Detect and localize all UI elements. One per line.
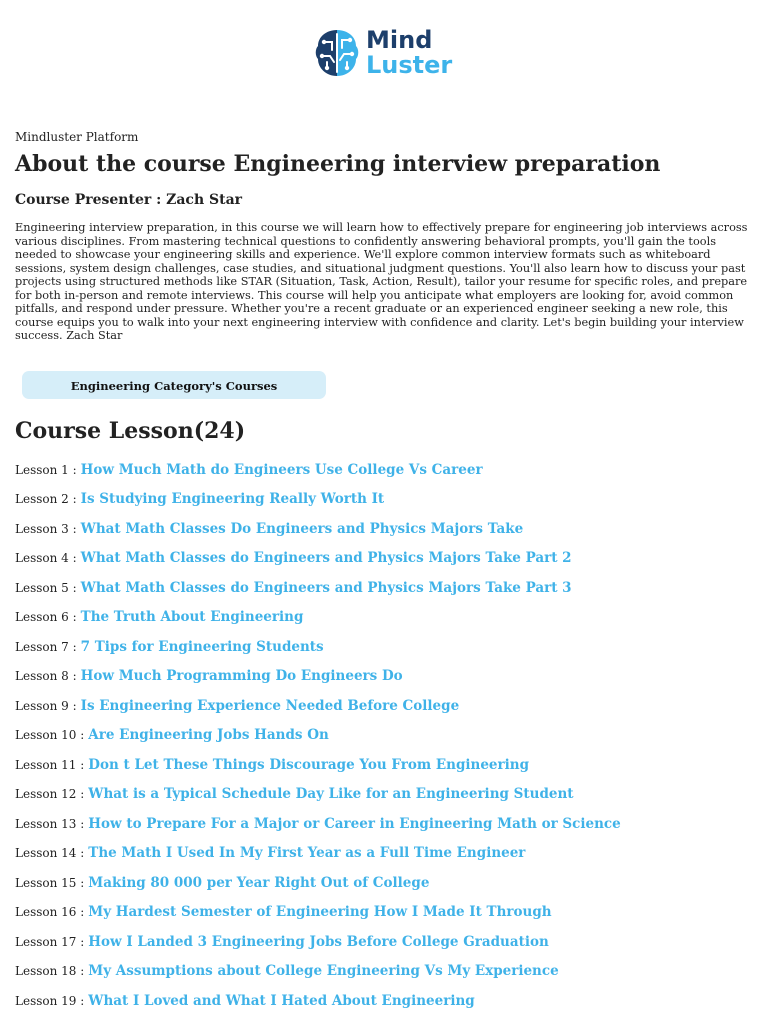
lesson-link[interactable]: 7 Tips for Engineering Students [80,638,324,655]
course-title: About the course Engineering interview preparation [15,151,661,177]
lesson-link[interactable]: What Math Classes do Engineers and Physics Majors Take Part 2 [80,550,572,567]
lesson-link[interactable]: The Math I Used In My First Year as a Full Time Engineer [88,845,526,862]
lesson-item [15,986,621,1016]
lesson-item [15,750,621,780]
lesson-number: Lesson 4 : [15,551,77,566]
lesson-item [15,573,621,603]
lesson-item [15,809,621,839]
lesson-number: Lesson 17 : [15,934,85,949]
lessons-heading: Course Lesson(24) [15,418,246,444]
lesson-link[interactable]: My Hardest Semester of Engineering How I Made It Through [88,904,552,921]
lesson-link[interactable]: What I Loved and What I Hated About Engineering [88,992,475,1009]
lesson-link[interactable]: Are Engineering Jobs Hands On [88,727,329,744]
lesson-link[interactable]: How I Landed 3 Engineering Jobs Before College Graduation [88,933,549,950]
lesson-link[interactable]: How Much Math do Engineers Use College Vs Career [80,461,483,478]
lesson-number: Lesson 8 : [15,669,77,684]
lesson-item [15,485,621,515]
lesson-link[interactable]: What is a Typical Schedule Day Like for an Engineering Student [88,786,574,803]
lesson-item [15,957,621,987]
lesson-link[interactable]: Is Studying Engineering Really Worth It [80,491,385,508]
course-description: Engineering interview preparation, in this course we will learn how to effectively prepare for engineering job interviews across various disciplines. From mastering technical questions to confidently answering behavioral prompts, you'll gain the tools needed to showcase your engineering skills and experience. We'll explore common interview formats such as whiteboard sessions, system design challenges, case studies, and situational judgment questions. You'll also learn how to discuss your past projects using structured methods like STAR (Situation, Task, Action, Result), tailor your resume for specific roles, and prepare for both in-person and remote interviews. This course will help you anticipate what employers are looking for, avoid common pitfalls, and respond under pressure. Whether you're a recent graduate or an experienced engineer seeking a new role, this course equips you to walk into your next engineering interview with confidence and clarity. Let's begin building your interview success. Zach Star [15,221,748,342]
lesson-item [15,632,621,662]
lesson-item [15,514,621,544]
lesson-number: Lesson 18 : [15,964,85,979]
lesson-number: Lesson 7 : [15,639,77,654]
lesson-number: Lesson 13 : [15,816,85,831]
lesson-number: Lesson 6 : [15,610,77,625]
lesson-link[interactable]: The Truth About Engineering [80,609,304,626]
lesson-number: Lesson 5 : [15,580,77,595]
lesson-item [15,544,621,574]
lesson-number: Lesson 2 : [15,492,77,507]
lesson-link[interactable]: What Math Classes Do Engineers and Physics Majors Take [80,520,524,537]
mindluster-logo[interactable] [312,26,452,80]
lesson-number: Lesson 9 : [15,698,77,713]
lesson-item [15,662,621,692]
category-courses-button[interactable]: Engineering Category's Courses [22,371,326,399]
lesson-item [15,868,621,898]
lesson-item [15,780,621,810]
logo-word-luster: Luster [366,51,453,79]
lesson-list [15,455,621,1016]
lesson-link[interactable]: My Assumptions about College Engineering Vs My Experience [88,963,559,980]
lesson-item [15,691,621,721]
course-presenter: Course Presenter : Zach Star [15,192,243,208]
brain-circuit-icon [312,26,362,80]
lesson-item [15,927,621,957]
lesson-link[interactable]: Is Engineering Experience Needed Before College [80,697,460,714]
lesson-link[interactable]: Don t Let These Things Discourage You From Engineering [88,756,530,773]
lesson-number: Lesson 16 : [15,905,85,920]
lesson-number: Lesson 14 : [15,846,85,861]
lesson-item [15,603,621,633]
lesson-number: Lesson 10 : [15,728,85,743]
lesson-number: Lesson 1 : [15,462,77,477]
lesson-item [15,839,621,869]
lesson-link[interactable]: Making 80 000 per Year Right Out of College [88,874,430,891]
lesson-number: Lesson 12 : [15,787,85,802]
lesson-item [15,898,621,928]
platform-label: Mindluster Platform [15,130,139,144]
lesson-number: Lesson 3 : [15,521,77,536]
lesson-number: Lesson 15 : [15,875,85,890]
lesson-link[interactable]: What Math Classes do Engineers and Physics Majors Take Part 3 [80,579,572,596]
lesson-number: Lesson 19 : [15,993,85,1008]
lesson-item [15,455,621,485]
lesson-item [15,721,621,751]
lesson-link[interactable]: How Much Programming Do Engineers Do [80,668,403,685]
lesson-number: Lesson 11 : [15,757,85,772]
logo-word-mind: Mind [366,26,433,54]
lesson-link[interactable]: How to Prepare For a Major or Career in Engineering Math or Science [88,815,621,832]
